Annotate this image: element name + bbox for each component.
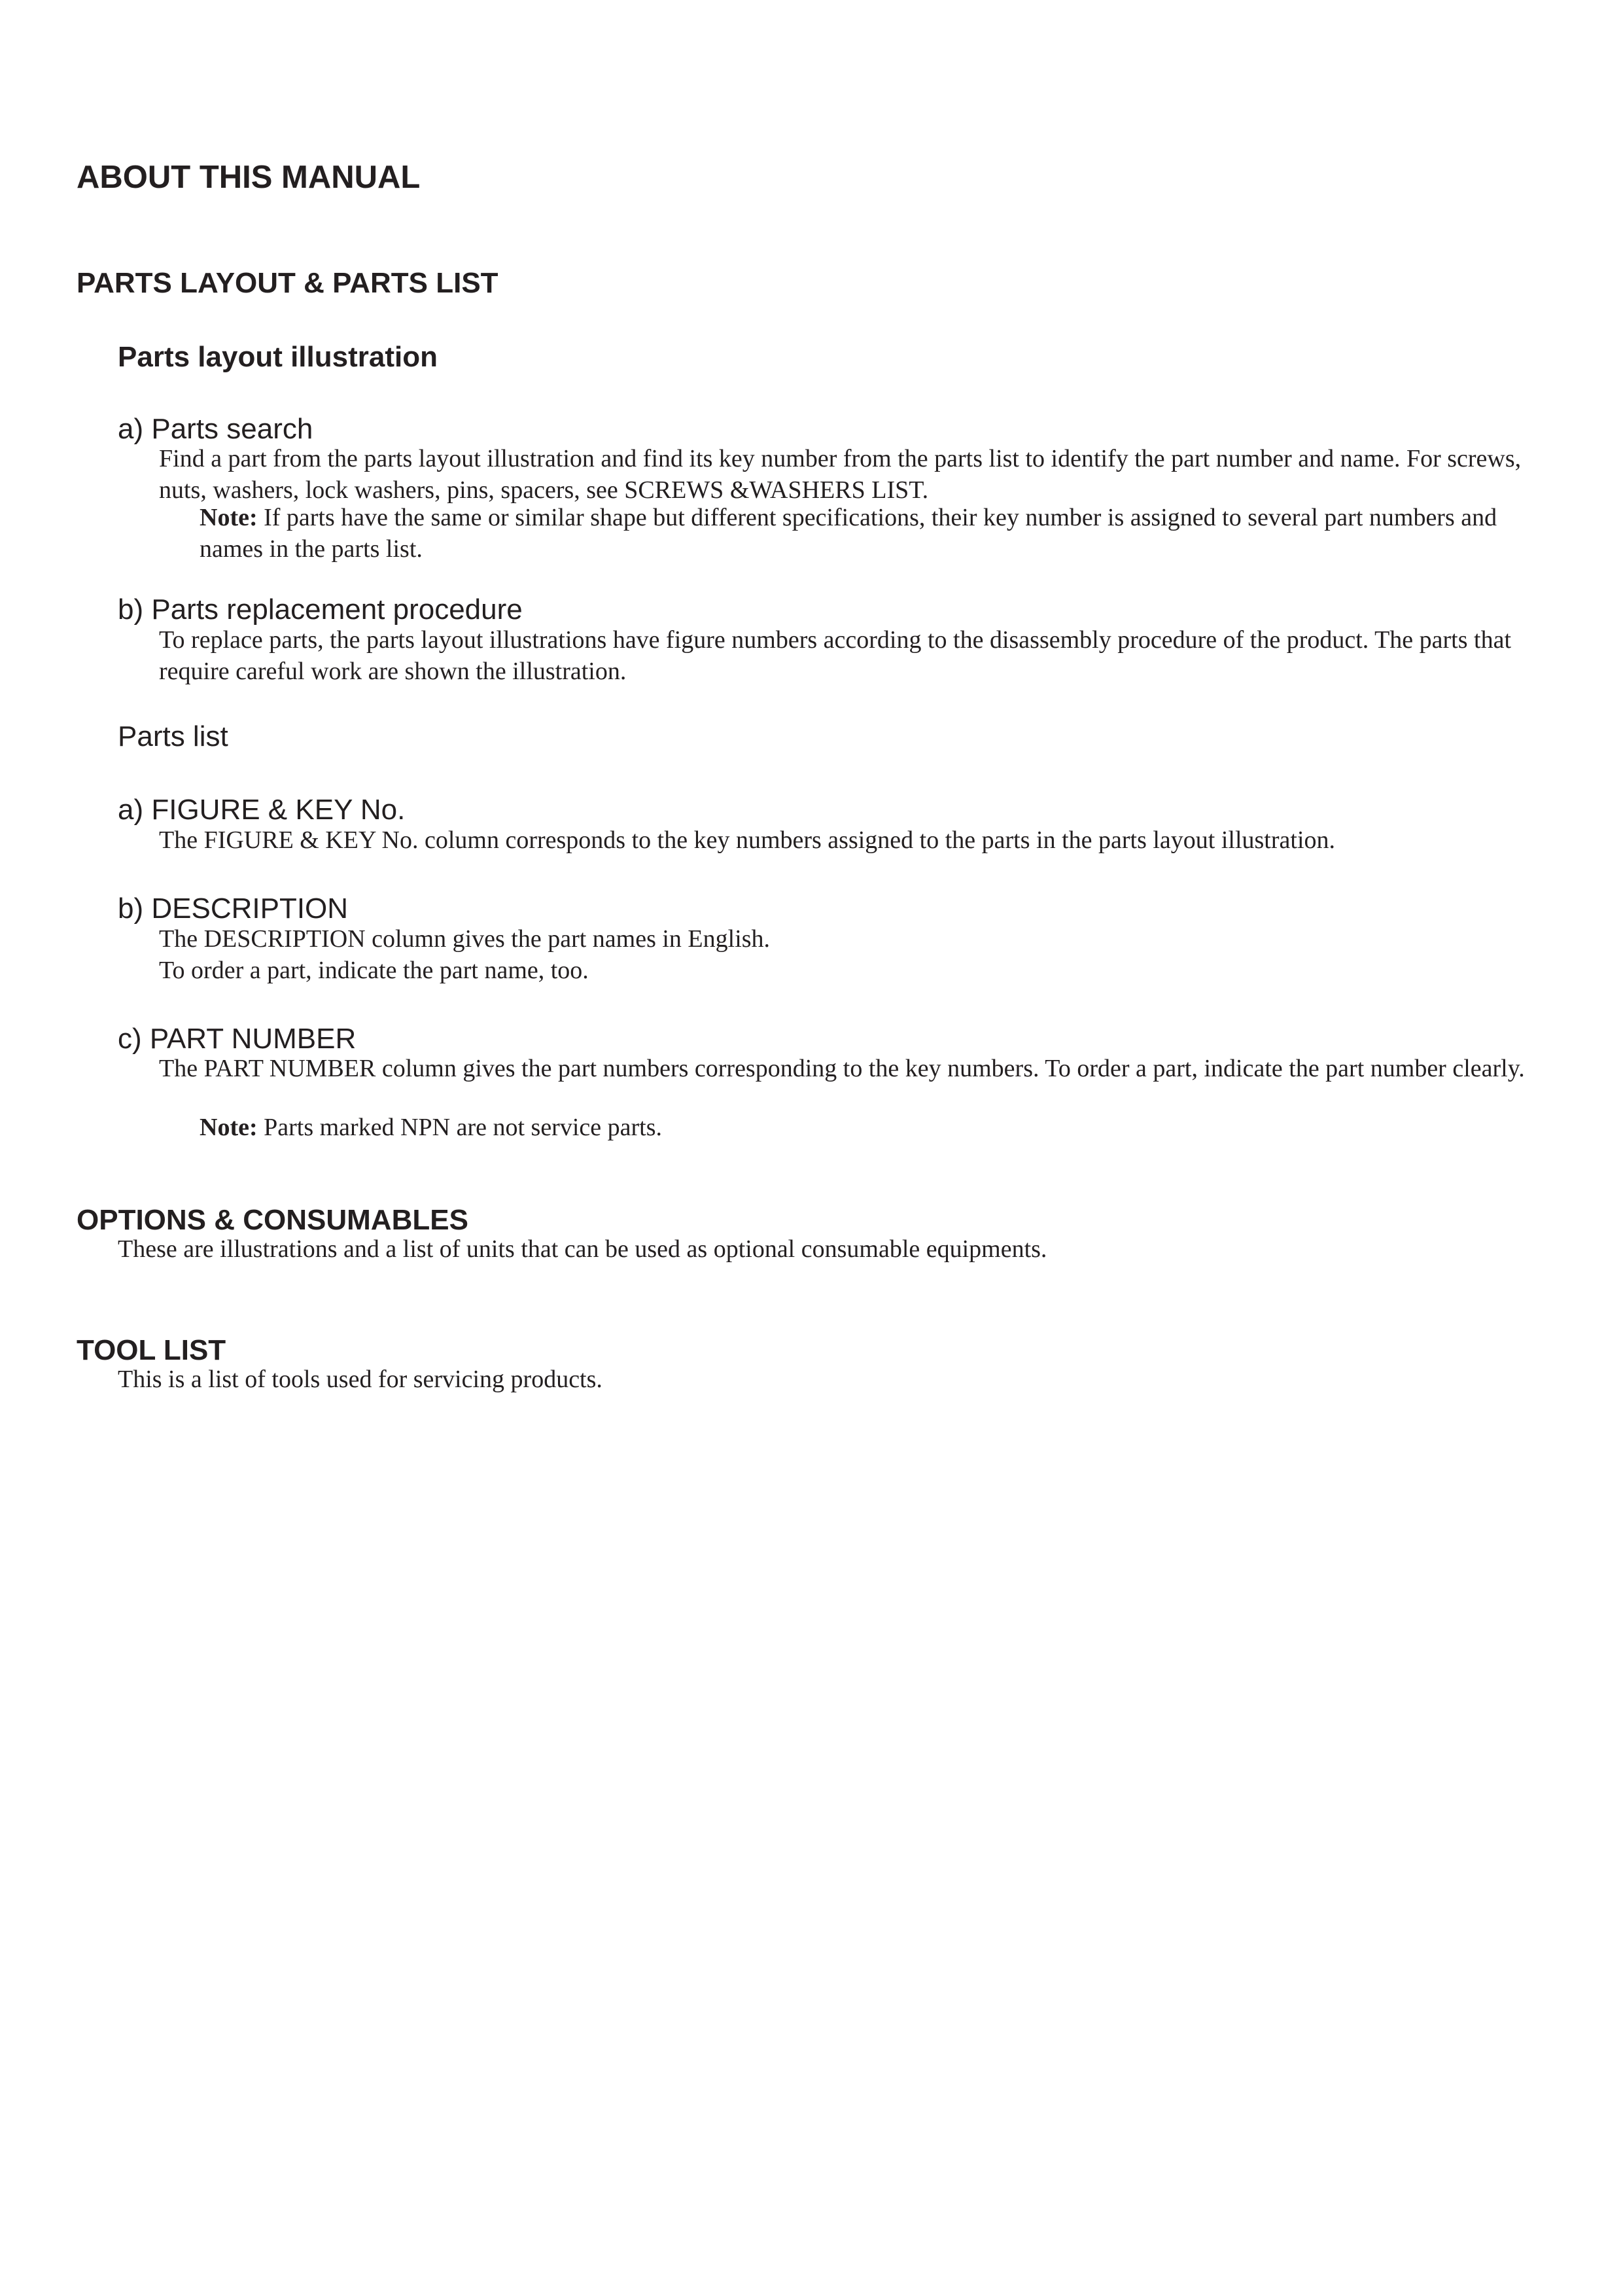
options-text: These are illustrations and a list of units that can be used as optional consumable equipments. — [118, 1235, 1047, 1263]
part-number-text: The PART NUMBER column gives the part numbers corresponding to the key numbers. To order a part, indicate the part number clearly. — [159, 1055, 1525, 1082]
tool-list-text: This is a list of tools used for servicing products. — [118, 1366, 602, 1393]
note-text: If parts have the same or similar shape but different specifications, their key number is assigned to several part numbers and names in the parts list. — [200, 504, 1497, 563]
item-heading-parts-replacement: b) Parts replacement procedure — [118, 593, 523, 626]
note-text: Parts marked NPN are not service parts. — [257, 1114, 662, 1141]
parts-replacement-text: To replace parts, the parts layout illustrations have figure numbers according to the disassembly procedure of the product. The parts that require careful work are shown the illustration. — [159, 626, 1512, 685]
parts-search-note — [200, 502, 1547, 565]
subheading-parts-list: Parts list — [118, 720, 228, 752]
item-heading-description: b) DESCRIPTION — [118, 892, 349, 925]
note-label: Note: — [200, 504, 258, 531]
parts-search-text: Find a part from the parts layout illustration and find its key number from the parts list to identify the part number and name. For screws, nuts, washers, lock washers, pins, spacers, see SCREWS &WASHERS LIST. — [159, 445, 1522, 504]
page-title: ABOUT THIS MANUAL — [77, 160, 421, 195]
subheading-parts-layout-illustration: Parts layout illustration — [118, 341, 438, 373]
description-text-line2: To order a part, indicate the part name, too. — [159, 957, 589, 984]
part-number-note — [200, 1112, 1547, 1143]
section-heading-tool-list: TOOL LIST — [77, 1334, 226, 1366]
item-heading-part-number: c) PART NUMBER — [118, 1023, 357, 1055]
item-heading-parts-search: a) Parts search — [118, 413, 313, 445]
section-heading-parts-layout: PARTS LAYOUT & PARTS LIST — [77, 267, 498, 299]
section-heading-options: OPTIONS & CONSUMABLES — [77, 1204, 468, 1236]
item-heading-figure-key: a) FIGURE & KEY No. — [118, 794, 406, 826]
description-text-line1: The DESCRIPTION column gives the part names in English. — [159, 925, 771, 953]
figure-key-text: The FIGURE & KEY No. column corresponds to the key numbers assigned to the parts in the parts layout illustration. — [159, 826, 1336, 854]
note-label: Note: — [200, 1114, 258, 1141]
